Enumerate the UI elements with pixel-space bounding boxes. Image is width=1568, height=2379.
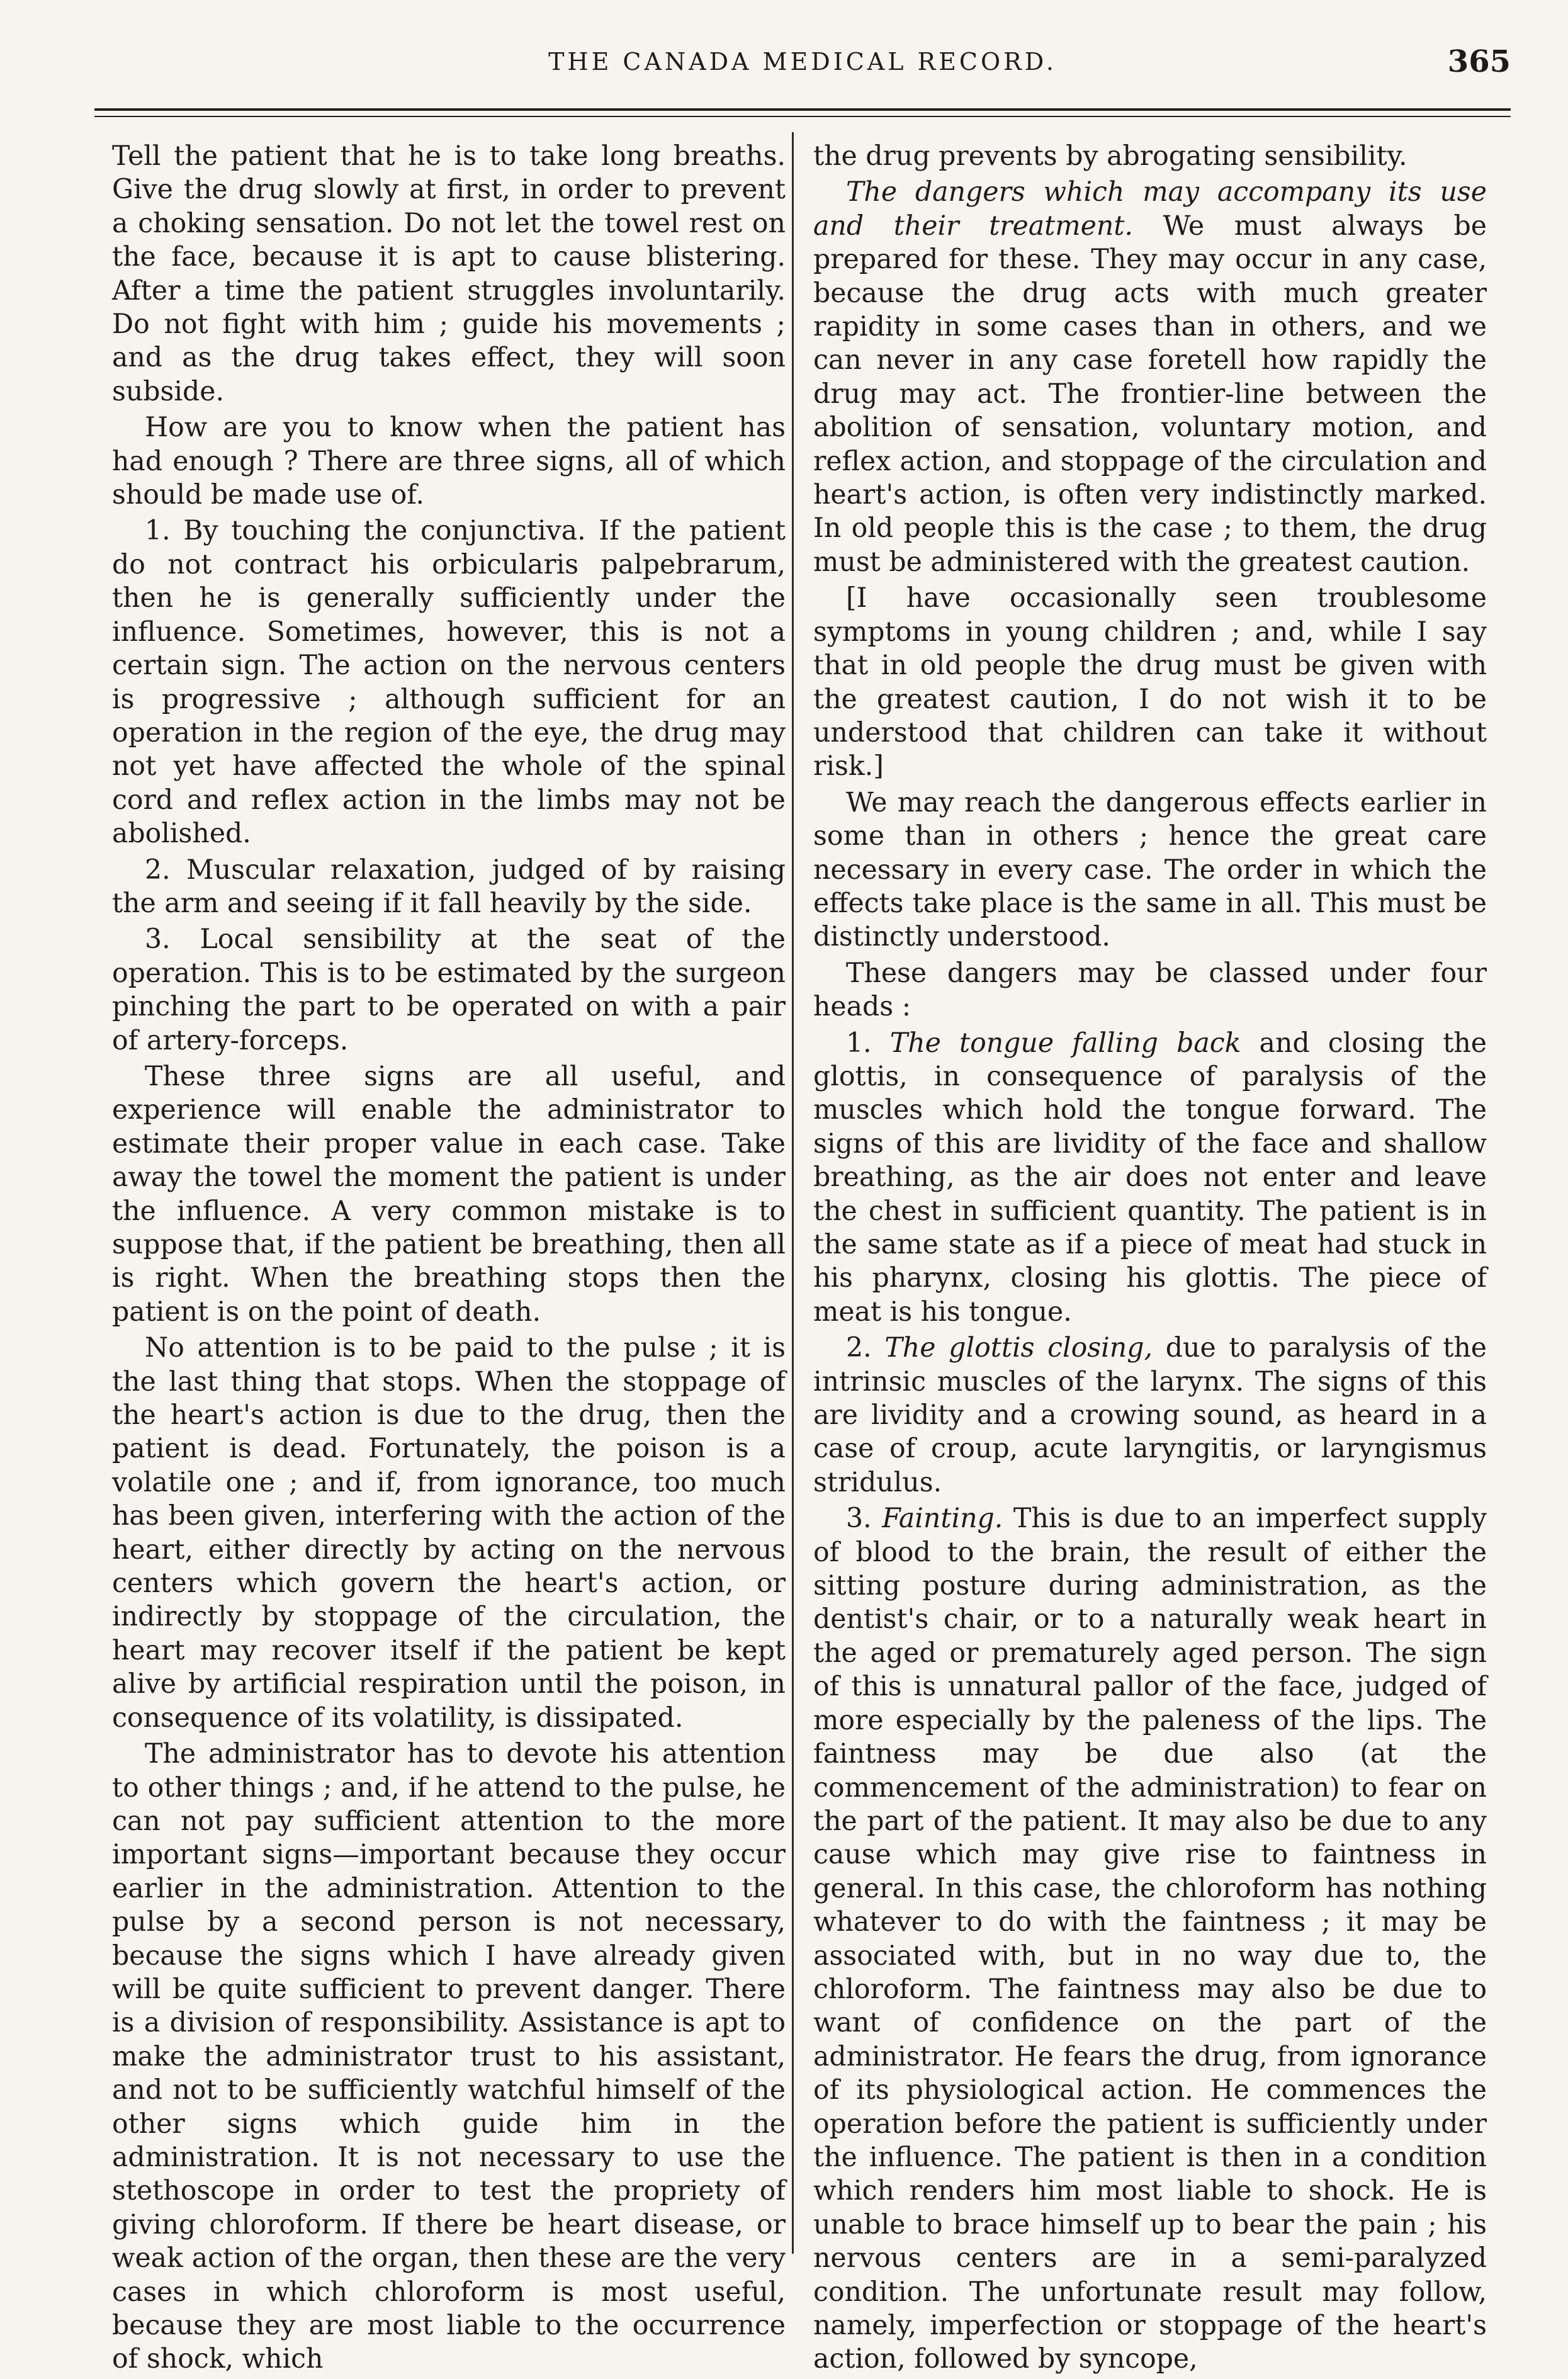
paragraph-text: We must always be prepared for these. They may occur in any case, because the drug acts with much greater rapidity in some cases than in others, and we can never in any case foretell how rapidly the drug may act. The frontier-line between the abolition of sensation, voluntary motion, and reflex action, and stoppage of the circulation and heart's action, is often very indistinctly marked. In old people this is the case ; to them, the drug must be administered with the greatest caution.	[813, 210, 1487, 578]
header-rule-thin	[94, 116, 1511, 117]
journal-title: THE CANADA MEDICAL RECORD.	[548, 48, 1057, 76]
paragraph: These dangers may be classed under four heads :	[813, 957, 1487, 1023]
section-heading: The dangers which may accompany its use and their treatment.	[813, 176, 1487, 242]
column-divider	[792, 132, 794, 2254]
paragraph: 2. Muscular relaxation, judged of by raising the arm and seeing if it fall heavily by the side.	[112, 854, 786, 919]
left-column	[112, 140, 786, 2379]
item-heading: The glottis closing,	[884, 1332, 1153, 1364]
bracketed-note: [I have occasionally seen troublesome symptoms in young children ; and, while I say that in old people the drug must be given with the greatest caution, I do not wish it to be understood that children can take it without risk.]	[813, 582, 1487, 783]
paragraph	[813, 176, 1487, 579]
item-heading: Fainting.	[882, 1503, 1003, 1535]
page-number: 365	[1447, 44, 1511, 79]
item-text: This is due to an imperfect supply of blood to the brain, the result of either the sitting posture during administration, as the dentist's chair, or to a naturally weak heart in the aged or prematurely aged person. The sign of this is unnatural pallor of the face, judged of more especially by the paleness of the lips. The faintness may be due also (at the commencement of the administration) to fear on the part of the patient. It may also be due to any cause which may give rise to faintness in general. In this case, the chloroform has nothing whatever to do with the faintness ; it may be associated with, but in no way due to, the chloroform. The faintness may also be due to want of confidence on the part of the administrator. He fears the drug, from ignorance of its physiological action. He commences the operation before the patient is sufficiently under the influence. The patient is then in a condition which renders him most liable to shock. He is unable to brace himself up to bear the pain ; his nervous centers are in a semi-paralyzed condition. The unfortunate result may follow, namely, imperfection or stoppage of the heart's action, followed by syncope,	[813, 1503, 1487, 2375]
item-number: 1.	[846, 1027, 872, 1059]
item-text: due to paralysis of the intrinsic muscles of the larynx. The signs of this are lividity and a crowing sound, as heard in a case of croup, acute laryngitis, or laryngismus stridulus.	[813, 1332, 1487, 1498]
paragraph: How are you to know when the patient has had enough ? There are three signs, all of which should be made use of.	[112, 412, 786, 511]
paragraph: No attention is to be paid to the pulse ; it is the last thing that stops. When the stoppage of the heart's action is due to the drug, then the patient is dead. Fortunately, the poison is a volatile one ; and if, from ignorance, too much has been given, interfering with the action of the heart, either directly by acting on the nervous centers which govern the heart's action, or indirectly by stoppage of the circulation, the heart may recover itself if the patient be kept alive by artificial respiration until the poison, in consequence of its volatility, is dissipated.	[112, 1332, 786, 1734]
paragraph: 1. By touching the conjunctiva. If the patient do not contract his orbicularis palpebrarum, then he is generally sufficiently under the influence. Sometimes, however, this is not a certain sign. The action on the nervous centers is progressive ; although sufficient for an operation in the region of the eye, the drug may not yet have affected the whole of the spinal cord and reflex action in the limbs may not be abolished.	[112, 515, 786, 850]
running-header	[94, 44, 1511, 88]
header-rule-thick	[94, 108, 1511, 111]
item-text: and closing the glottis, in consequence of paralysis of the muscles which hold the tongue forward. The signs of this are lividity of the face and shallow breathing, as the air does not enter and leave the chest in sufficient quantity. The patient is in the same state as if a piece of meat had stuck in his pharynx, closing his glottis. The piece of meat is his tongue.	[813, 1027, 1487, 1328]
paragraph: 3. Local sensibility at the seat of the operation. This is to be estimated by the surgeon pinching the part to be operated on with a pair of artery-forceps.	[112, 924, 786, 1056]
paragraph: The administrator has to devote his attention to other things ; and, if he attend to the pulse, he can not pay sufficient attention to the more important signs—important because they occur earlier in the administration. Attention to the pulse by a second person is not necessary, because the signs which I have already given will be quite sufficient to prevent danger. There is a division of responsibility. Assistance is apt to make the administrator trust to his assistant, and not to be sufficiently watchful himself of the other signs which guide him in the administration. It is not necessary to use the stethoscope in order to test the propriety of giving chloroform. If there be heart disease, or weak action of the organ, then these are the very cases in which chloroform is most useful, because they are most liable to the occurrence of shock, which	[112, 1738, 786, 2375]
paragraph: the drug prevents by abrogating sensibility.	[813, 140, 1407, 172]
item-heading: The tongue falling back	[889, 1027, 1241, 1059]
paragraph: Tell the patient that he is to take long breaths. Give the drug slowly at first, in order to prevent a choking sensation. Do not let the towel rest on the face, because it is apt to cause blistering. After a time the patient struggles involuntarily. Do not fight with him ; guide his movements ; and as the drug takes effect, they will soon subside.	[112, 140, 786, 407]
item-number: 3.	[846, 1503, 872, 1535]
list-item	[813, 1027, 1487, 1330]
paragraph: These three signs are all useful, and experience will enable the administrator to estimate their proper value in each case. Take away the towel the moment the patient is under the influence. A very common mistake is to suppose that, if the patient be breathing, then all is right. When the breathing stops then the patient is on the point of death.	[112, 1060, 786, 1328]
list-item	[813, 1502, 1487, 2376]
paragraph: We may reach the dangerous effects earlier in some than in others ; hence the great care necessary in every case. The order in which the effects take place is the same in all. This must be distinctly understood.	[813, 786, 1487, 953]
list-item	[813, 1331, 1487, 1500]
item-number: 2.	[846, 1332, 872, 1364]
right-column	[813, 140, 1487, 2379]
